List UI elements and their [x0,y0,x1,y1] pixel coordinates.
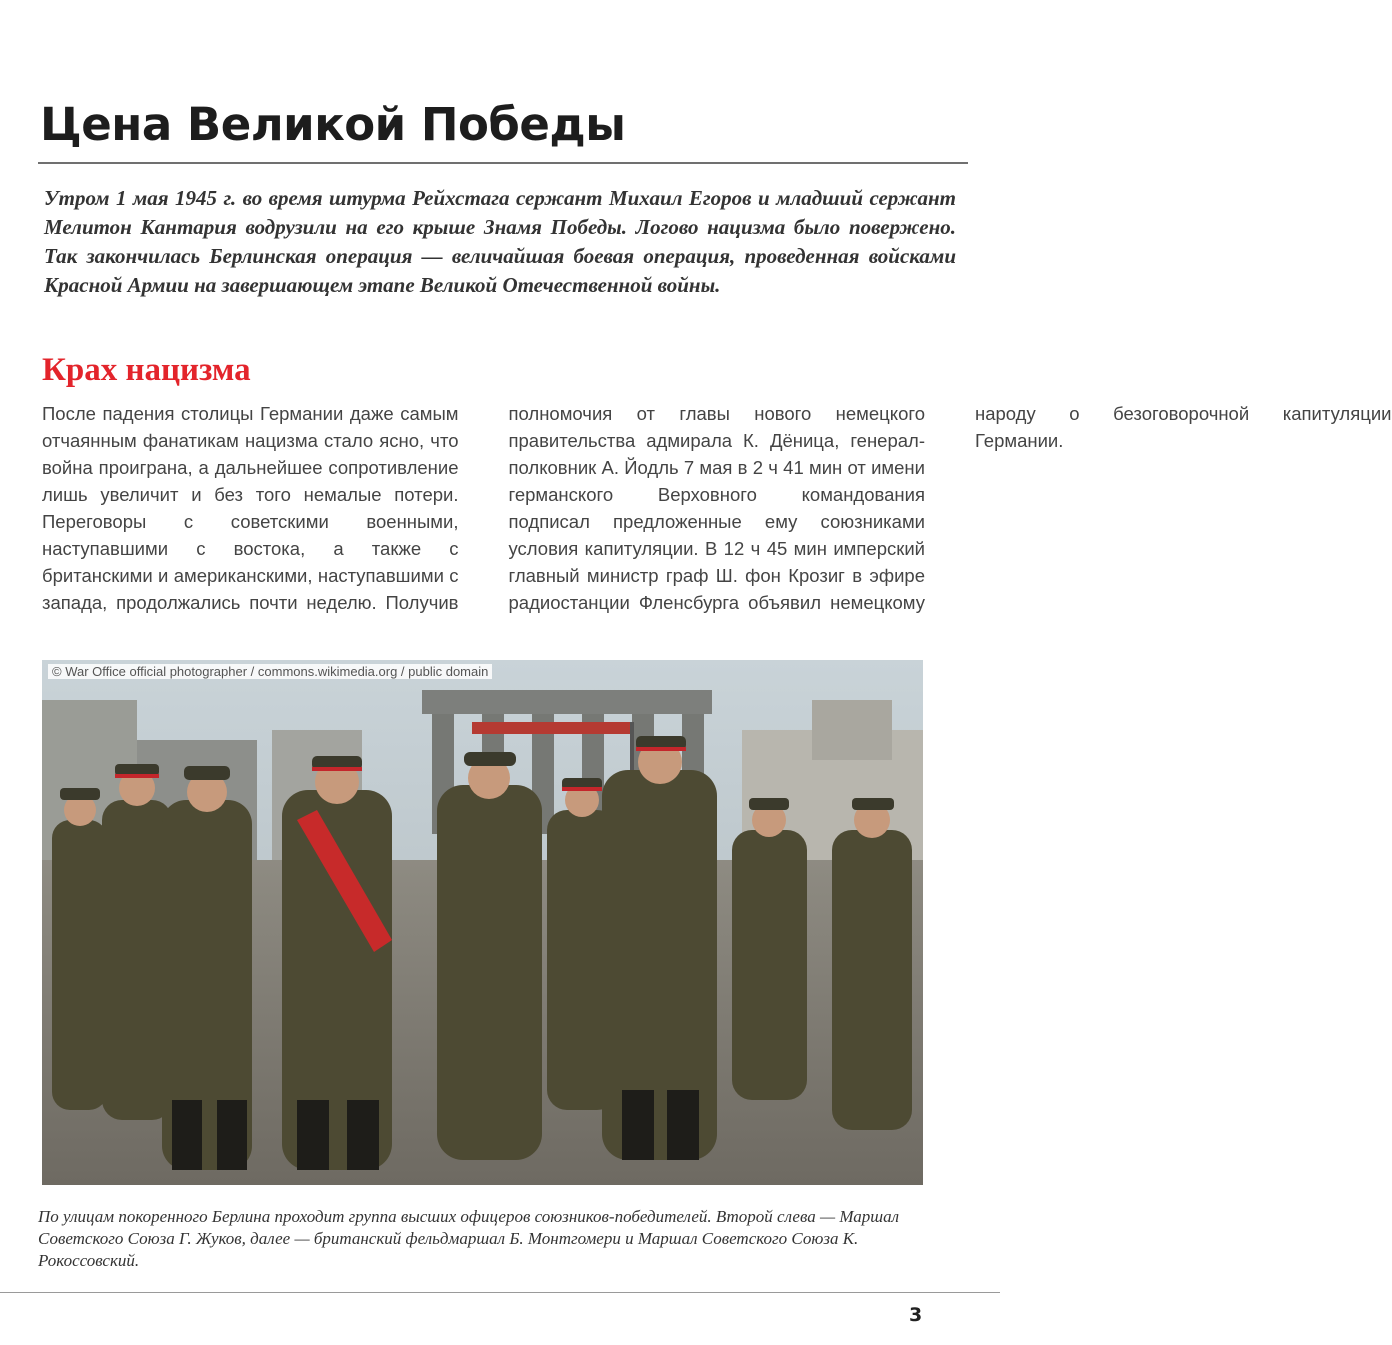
photo-credit: © War Office official photographer / commons.wikimedia.org / public domain [48,664,492,679]
page-number: 3 [909,1304,923,1326]
lead-paragraph: Утром 1 мая 1945 г. во время штурма Рейхстага сержант Михаил Егоров и младший сержант Мелитон Кантария водрузили на его крыше Знамя Победы. Логово нацизма было повержено. Так закончилась Берлинская операция — величайшая боевая операция, проведенная войсками Красной Армии на завершающем этапе Великой Отечественной войны. [44,186,956,297]
footer-divider [0,1292,1000,1293]
body-paragraph: После падения столицы Германии даже самым отчаянным фанатикам нацизма стало ясно, что война проиграна, а дальнейшее сопротивление лишь увеличит и без того немалые потери. Переговоры с советскими военными, наступавшими с востока, а также с британскими и американскими, наступавшими с запада, продолжались почти неделю. Получив полномочия от главы нового немецкого правительства адмирала К. Дёница, генерал-полковник А. Йодль 7 мая в 2 ч 41 мин от имени германского Верховного командования подписал предложенные ему союзниками условия капитуляции. В 12 ч 45 мин имперский главный министр граф Ш. фон Крозиг в эфире радиостанции Фленсбурга объявил немецкому народу о безоговорочной капитуляции Германии. [42,403,1392,613]
title-divider [38,162,968,164]
berlin-officers-photo [42,660,923,1185]
section-title: Крах нацизма [42,352,251,388]
page-title: Цена Великой Победы [40,98,626,151]
photo-caption: По улицам покоренного Берлина проходит группа высших офицеров союзников-победителей. Второй слева — Маршал Советского Союза Г. Жуков, далее — британский фельдмаршал Б. Монтгомери и Маршал Советского Союза К. Рокоссовский. [38,1207,900,1270]
